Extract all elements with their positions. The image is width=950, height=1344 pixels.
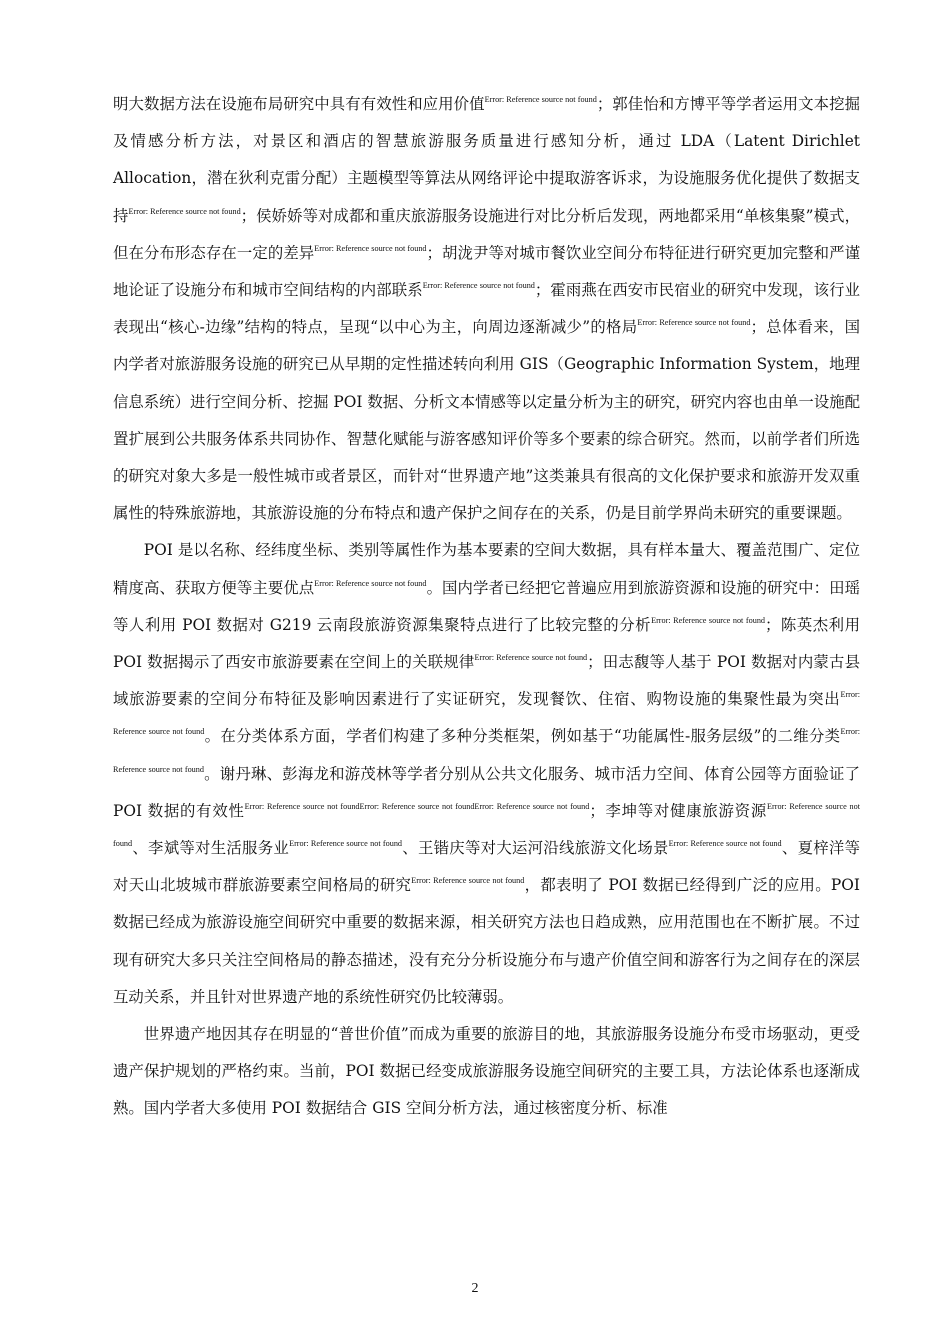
text-run: POI 是以名称、经纬度坐标、类别等属性作为基本要素的空间大数据，具有样本量大、覆盖范围广、定位精度高、获取方便等主要优点 [113, 541, 860, 597]
paragraph [113, 532, 860, 1016]
paragraph [113, 86, 860, 532]
text-run: 。国内学者已经把它普遍应用到旅游资源和设施的研究中：田瑶等人利用 POI 数据对 G219 云南段旅游资源集聚特点进行了比较完整的分析 [113, 578, 860, 634]
reference-error-marker: Error: Reference source not found [314, 243, 427, 253]
reference-error-marker: Error: Reference source not found [113, 801, 860, 849]
reference-error-marker: Error: Reference source not found [314, 578, 427, 588]
reference-error-marker: Error: Reference source not found [484, 95, 597, 105]
reference-error-marker: Error: Reference source not found [411, 876, 525, 886]
reference-error-marker: Error: Reference source not found [128, 206, 241, 216]
body-text [113, 86, 860, 1128]
page-number: 2 [471, 1281, 479, 1296]
text-run: ，都表明了 POI 数据已经得到广泛的应用。POI 数据已经成为旅游设施空间研究中重要的数据来源，相关研究方法也日趋成熟，应用范围也在不断扩展。不过现有研究大多只关注空间格局的静态描述，没有充分分析设施分布与遗产价值空间和游客行为之间存在的深层互动关系，并且针对世界遗产地的系统性研究仍比较薄弱。 [113, 876, 860, 1006]
reference-error-marker: Error: Reference source not found [651, 615, 766, 625]
reference-error-marker: Error: Reference source not found [422, 281, 535, 291]
reference-error-marker: Error: Reference source not found [668, 839, 782, 849]
text-run: 、王锴庆等对大运河沿线旅游文化场景 [402, 839, 669, 858]
reference-error-marker: Error: Reference source not found [637, 318, 751, 328]
text-run: 、李斌等对生活服务业 [132, 839, 290, 858]
text-run: 。谢丹琳、彭海龙和游茂林等学者分别从公共文化服务、城市活力空间、体育公园等方面验证了 POI 数据的有效性 [113, 764, 860, 820]
reference-error-marker: Error: Reference source not found [113, 727, 860, 774]
text-run: 明大数据方法在设施布局研究中具有有效性和应用价值 [113, 95, 485, 113]
text-run: 。在分类体系方面，学者们构建了多种分类框架，例如基于“功能属性-服务层级”的二维分类 [204, 727, 841, 746]
text-run: ；李坤等对健康旅游资源 [589, 801, 767, 820]
text-run: ；胡泷尹等对城市餐饮业空间分布特征进行研究更加完整和严谨地论证了设施分布和城市空间结构的内部联系 [113, 243, 860, 300]
reference-error-marker: Error: Reference source not found [289, 839, 403, 849]
text-run: ；陈英杰利用 POI 数据揭示了西安市旅游要素在空间上的关联规律 [113, 615, 860, 672]
text-run: ；总体看来，国内学者对旅游服务设施的研究已从早期的定性描述转向利用 GIS（Geographic Information System，地理信息系统）进行空间分析、挖掘 POI 数据、分析文本情感等以定量分析为主的研究，研究内容也由单一设施配置扩展到公共服务体系共同协作、智慧化赋能与游客感知评价等多个要素的综合研究。然而，以前学者们所选的研究对象大多是一般性城市或者景区，而针对“世界遗产地”这类兼具有很高的文化保护要求和旅游开发双重属性的特殊旅游地，其旅游设施的分布特点和遗产保护之间存在的关系，仍是目前学界尚未研究的重要课题。 [113, 318, 860, 523]
text-run: ；田志馥等人基于 POI 数据对内蒙古县域旅游要素的空间分布特征及影响因素进行了实证研究，发现餐饮、住宿、购物设施的集聚性最为突出 [113, 653, 860, 709]
text-run: 、夏梓洋等对天山北坡城市群旅游要素空间格局的研究 [113, 839, 860, 895]
text-run: ；侯娇娇等对成都和重庆旅游服务设施进行对比分析后发现，两地都采用“单核集聚”模式，但在分布形态存在一定的差异 [113, 206, 860, 262]
text-run: 世界遗产地因其存在明显的“普世价值”而成为重要的旅游目的地，其旅游服务设施分布受市场驱动，更受遗产保护规划的严格约束。当前，POI 数据已经变成旅游服务设施空间研究的主要工具，方法论体系也逐渐成熟。国内学者大多使用 POI 数据结合 GIS 空间分析方法，通过核密度分析、标准 [113, 1025, 860, 1118]
text-run: ；霍雨燕在西安市民宿业的研究中发现，该行业表现出“核心-边缘”结构的特点，呈现“以中心为主，向周边逐渐减少”的格局 [113, 281, 860, 337]
text-run: ；郭佳怡和方博平等学者运用文本挖掘及情感分析方法，对景区和酒店的智慧旅游服务质量进行感知分析，通过 LDA（Latent Dirichlet Allocation，潜在狄利克雷分配）主题模型等算法从网络评论中提取游客诉求，为设施服务优化提供了数据支持 [113, 95, 860, 225]
reference-error-marker: Error: Reference source not found [474, 653, 588, 663]
reference-error-marker: Error: Reference source not foundError: Reference source not foundError: Reference source not found [244, 801, 590, 811]
reference-error-marker: Error: Reference source not found [113, 690, 860, 737]
paragraph [113, 1016, 860, 1128]
